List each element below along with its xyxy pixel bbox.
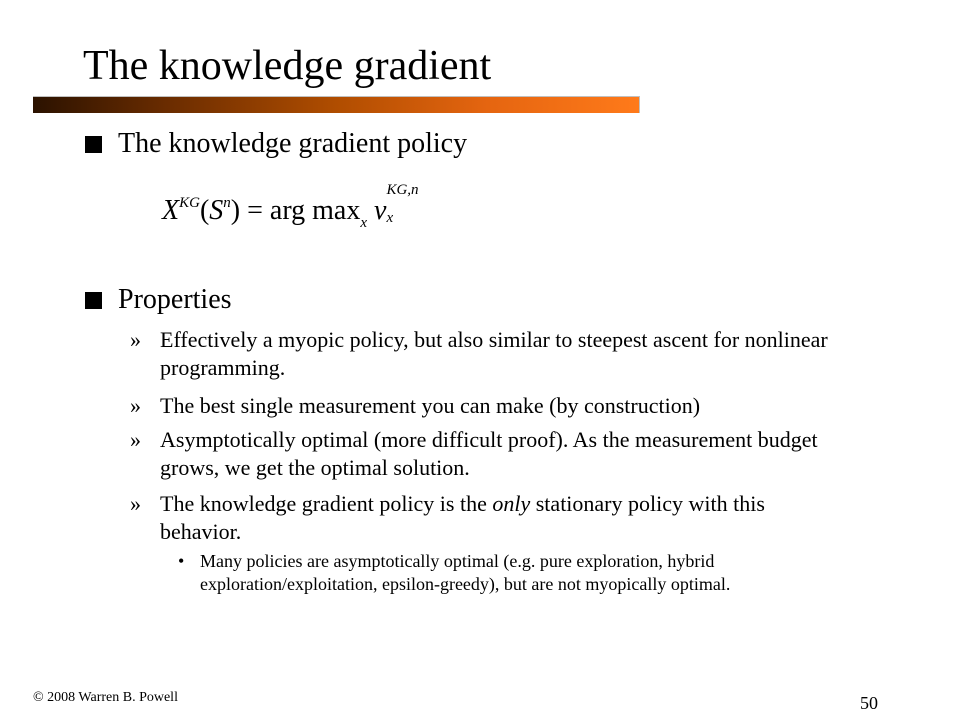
property-text [160,490,850,546]
formula-rhs-superscript: KG,n [386,182,419,198]
footer-copyright: © 2008 Warren B. Powell [33,690,178,705]
formula-rhs-symbol: ν [374,195,387,226]
property-item-3 [130,426,850,482]
formula-operator-subscript: x [360,215,368,231]
formula-state-symbol: S [209,195,224,226]
formula-state-superscript: n [223,195,231,211]
square-bullet-icon [85,136,102,153]
dot-bullet-icon: • [178,551,185,571]
property-item-4 [130,490,850,546]
formula-rhs-subscript: x [386,210,394,226]
chevron-bullet-icon: » [130,327,141,352]
property-item-1 [130,326,850,382]
formula-lhs-symbol: X [162,195,180,226]
sub-note-text: Many policies are asymptotically optimal (e.g. pure exploration, hybrid exploration/exploitation, epsilon-greedy), but are not myopically optimal. [200,551,731,594]
property-text: The best single measurement you can make (by construction) [160,393,701,418]
chevron-bullet-icon: » [130,491,141,516]
slide-title: The knowledge gradient [83,43,492,89]
property-text-after: stationary policy with this behavior. [160,491,765,544]
square-bullet-icon [85,292,102,309]
property-text: Effectively a myopic policy, but also similar to steepest ascent for nonlinear programming. [160,327,828,380]
formula-lhs-superscript: KG [179,195,200,211]
property-text-before: The knowledge gradient policy is the [160,491,493,516]
chevron-bullet-icon: » [130,427,141,452]
footer-page-number: 50 [860,693,878,713]
property-item-2 [130,392,850,420]
formula-open-paren: ( [199,195,210,226]
sub-note [178,550,838,596]
bullet-text: The knowledge gradient policy [118,128,468,159]
formula-rhs-scripts [386,182,434,226]
property-text-emphasis: only [492,491,531,516]
title-underline-bar [33,96,640,113]
formula-close-paren: ) [230,195,241,226]
property-text: Asymptotically optimal (more difficult proof). As the measurement budget grows, we get the optimal solution. [160,427,818,480]
kg-policy-formula [162,183,434,243]
formula-equals: = [240,195,270,226]
chevron-bullet-icon: » [130,393,141,418]
formula-operator: arg max [269,195,361,226]
bullet-text: Properties [118,284,232,315]
